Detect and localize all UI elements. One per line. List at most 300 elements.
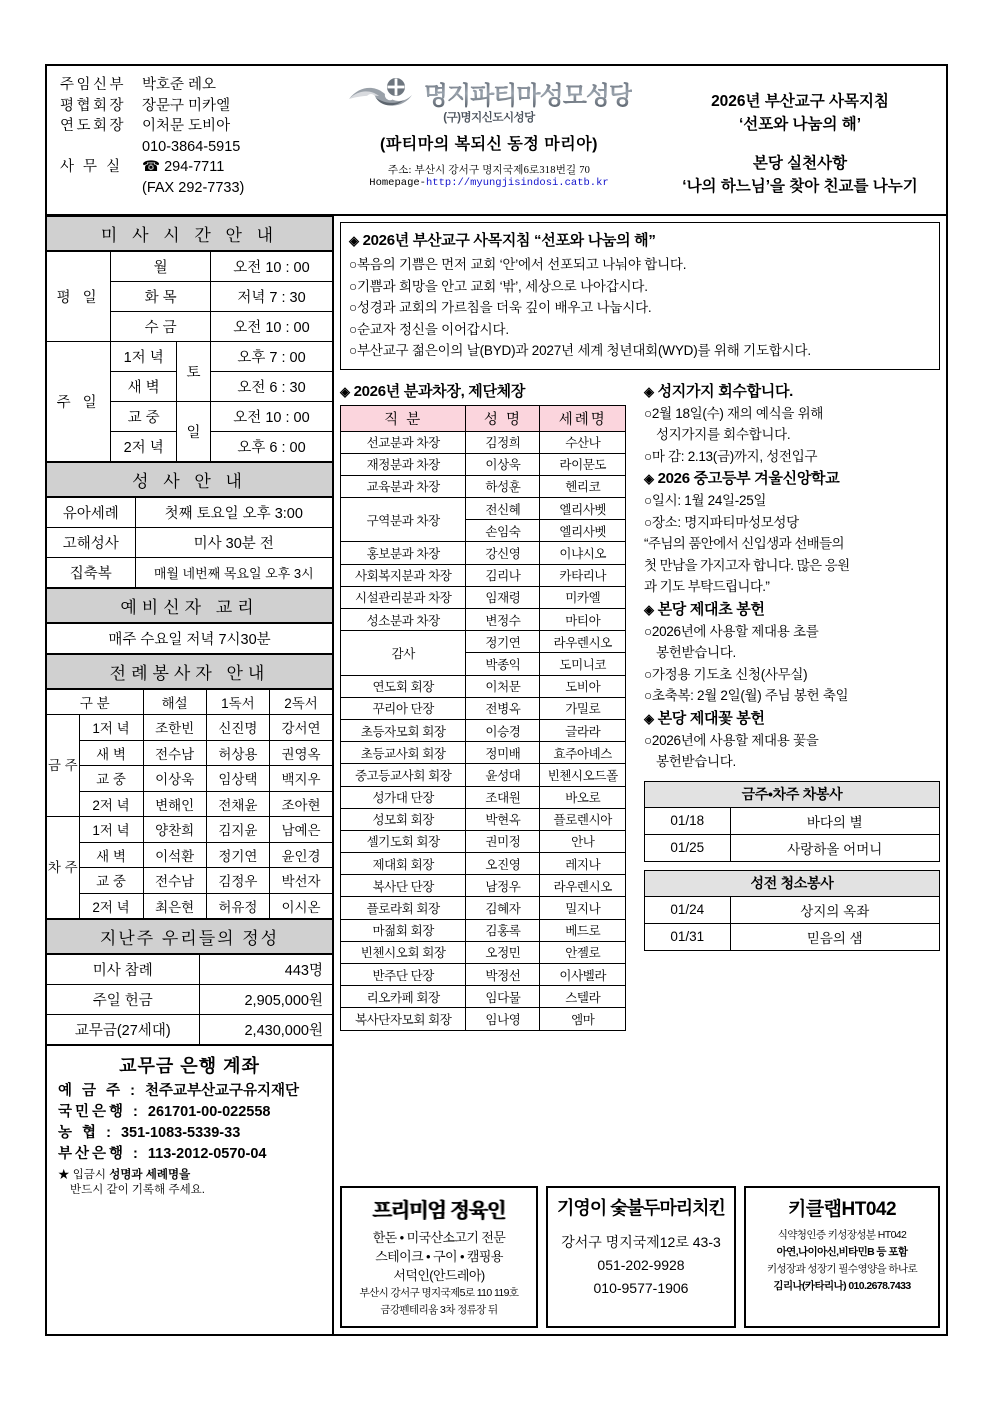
baptismal-name: 엠마	[540, 1008, 626, 1030]
ad-address-line: 금강펜테리움 3차 정류장 뒤	[380, 1304, 498, 1316]
name: 권미정	[466, 830, 540, 852]
offering-name: 미사 참례	[47, 955, 199, 985]
table-row	[645, 834, 940, 861]
service-group: 사랑하올 어머니	[730, 834, 939, 861]
committee-title	[340, 380, 626, 401]
name: 박현옥	[466, 808, 540, 830]
name: 윤성대	[466, 764, 540, 786]
sacraments-table	[47, 497, 332, 588]
table-header-row	[645, 870, 940, 896]
announcement-item	[644, 446, 940, 468]
slot: 2저 녁	[79, 893, 143, 919]
baptismal-name: 이사벨라	[540, 964, 626, 986]
circle-bullet-icon: ○	[644, 666, 652, 682]
contact-label: 연도회장	[60, 118, 127, 134]
circle-bullet-icon: ○	[644, 514, 652, 530]
diocese-guideline-title: 2026년 부산교구 사목지침	[711, 93, 889, 110]
mass-time: 오전 6 : 30	[210, 372, 332, 402]
service-group: 믿음의 샘	[730, 923, 939, 950]
lower-right-columns	[340, 380, 940, 1178]
ad-line: 스테이크 • 구이 • 캠핑용	[375, 1249, 503, 1264]
table-row	[47, 558, 332, 588]
table-row	[341, 609, 626, 631]
announcement-item	[644, 642, 940, 664]
mass-time: 오전 10 : 00	[210, 252, 332, 282]
announcement-item-text: 2026년에 사용할 제대용 꽃을	[651, 732, 819, 748]
column-header: 직 분	[341, 405, 466, 431]
table-row	[47, 893, 332, 919]
post: 복사단 단장	[341, 875, 466, 897]
table-row	[341, 453, 626, 475]
cleaning-service-title: 성전 청소봉사	[645, 870, 940, 896]
column-header: 구 분	[47, 690, 143, 715]
slot: 교 중	[79, 766, 143, 792]
table-row	[341, 542, 626, 564]
column-header: 해설	[143, 690, 206, 715]
mass-day: 수 금	[111, 312, 211, 342]
post: 셀기도회 회장	[341, 830, 466, 852]
table-row	[47, 715, 332, 741]
mass-schedule-title: 미 사 시 간 안 내	[47, 216, 332, 251]
announcement-heading	[644, 707, 940, 728]
ad-growth-supplement[interactable]	[744, 1186, 940, 1328]
reading2: 윤인경	[270, 842, 333, 868]
circle-bullet-icon: ○	[644, 448, 652, 464]
account-row	[47, 1102, 332, 1123]
column-header: 2독서	[270, 690, 333, 715]
announcement-item	[644, 621, 940, 643]
table-row	[47, 1015, 332, 1045]
account-holder-row	[47, 1081, 332, 1102]
narrator: 최은현	[143, 893, 206, 919]
table-row	[341, 875, 626, 897]
sacrament-name: 집축복	[47, 558, 135, 588]
diamond-icon: ◈	[340, 383, 350, 399]
service-date: 01/25	[645, 834, 731, 861]
mass-time: 오후 7 : 00	[210, 342, 332, 372]
announcement-item-text: 성지가지를 회수합니다.	[656, 427, 791, 442]
circle-bullet-icon: ○	[349, 278, 357, 294]
table-row	[47, 817, 332, 843]
name: 김리나	[466, 564, 540, 586]
guideline-item	[349, 276, 931, 298]
reading2: 강서연	[270, 715, 333, 741]
name: 임다물	[466, 986, 540, 1008]
baptismal-name: 안젤로	[540, 941, 626, 963]
parish-practice-title: 본당 실천사항	[752, 155, 848, 172]
name: 남정우	[466, 875, 540, 897]
church-address: 주소: 부산시 강서구 명지국제6로318번길 70	[387, 165, 591, 176]
announcement-item-text: 초축복: 2월 2일(월) 주님 봉헌 축일	[651, 688, 849, 703]
saturday-label: 토	[177, 342, 211, 402]
baptismal-name: 마티아	[540, 609, 626, 631]
table-row	[47, 842, 332, 868]
account-number: 351-1083-5339-33	[120, 1125, 241, 1141]
post: 시설관리분과 차장	[341, 586, 466, 608]
baptismal-name: 헨리코	[540, 475, 626, 497]
guideline-item	[349, 319, 931, 341]
advertisements	[340, 1186, 940, 1334]
ad-butcher-shop[interactable]	[340, 1186, 538, 1328]
announcement-item	[644, 664, 940, 686]
bulletin-frame	[45, 64, 948, 1336]
reading1: 전채윤	[206, 791, 269, 817]
right-area	[334, 214, 946, 1334]
slot: 2저 녁	[79, 791, 143, 817]
name: 이상욱	[466, 453, 540, 475]
name: 김정희	[466, 431, 540, 453]
ad-line: 식약청인증 키성장성분 HT042	[777, 1229, 907, 1241]
table-row	[645, 923, 940, 950]
announcement-item-text: 가정용 기도초 신청(사무실)	[651, 666, 808, 682]
ad-phone: 051-202-9928	[597, 1257, 685, 1273]
table-row	[341, 498, 626, 520]
mass-time: 오전 10 : 00	[210, 312, 332, 342]
circle-bullet-icon: ○	[644, 732, 652, 748]
announcement-altar-candle	[644, 598, 940, 707]
reading1: 허상용	[206, 740, 269, 766]
table-row	[341, 853, 626, 875]
account-number: 261701-00-022558	[147, 1104, 271, 1120]
cleaning-service-table	[644, 870, 940, 951]
account-holder-value: 천주교부산교구유지재단	[144, 1083, 300, 1099]
name: 박종익	[466, 653, 540, 675]
account-number: 113-2012-0570-04	[147, 1146, 267, 1162]
bank-name: 국민은행 :	[58, 1104, 148, 1120]
circle-bullet-icon: ○	[349, 343, 357, 358]
mass-day: 화 목	[111, 282, 211, 312]
post: 초등교사회 회장	[341, 742, 466, 764]
diamond-icon: ◈	[644, 383, 654, 399]
church-former-name: (구)명지신도시성당	[443, 112, 535, 124]
table-row	[341, 964, 626, 986]
narrator: 양찬희	[143, 817, 206, 843]
narrator: 이상욱	[143, 766, 206, 792]
mass-slot: 2저 녁	[111, 432, 177, 462]
liturgy-volunteers-table	[47, 689, 332, 919]
baptismal-name: 가밀로	[540, 697, 626, 719]
sacrament-name: 유아세례	[47, 498, 135, 528]
post: 리오카페 회장	[341, 986, 466, 1008]
name: 임나영	[466, 1008, 540, 1030]
ad-line: 한돈 • 미국산소고기 전문	[372, 1230, 506, 1245]
announcement-palm-branch	[644, 380, 940, 468]
ad-contact: 김리나(카타리나) 010.2678.7433	[773, 1280, 911, 1292]
catechumen-table	[47, 623, 332, 654]
column-header: 1독서	[206, 690, 269, 715]
service-group: 상지의 옥좌	[730, 896, 939, 923]
fax-number: (FAX 292-7733)	[142, 179, 245, 196]
bank-name: 부산은행 :	[58, 1146, 148, 1162]
service-date: 01/18	[645, 807, 731, 834]
table-row	[47, 342, 332, 372]
offering-name: 주일 헌금	[47, 985, 199, 1015]
diamond-icon: ◈	[644, 601, 654, 617]
circle-bullet-icon: ○	[644, 493, 652, 508]
account-holder-label: 예 금 주 :	[58, 1083, 145, 1099]
mass-slot: 1저 녁	[111, 342, 177, 372]
guideline-item-text: 순교자 정신을 이어갑시다.	[356, 321, 509, 337]
table-row	[341, 786, 626, 808]
contact-value: 장문구 미카엘	[142, 97, 231, 114]
post: 중고등교사회 회장	[341, 764, 466, 786]
bank-name: 농 협 :	[58, 1125, 121, 1141]
table-header-row	[645, 781, 940, 807]
reading2: 조아현	[270, 791, 333, 817]
mass-schedule-table	[47, 251, 332, 462]
slot: 새 벽	[79, 740, 143, 766]
account-row	[47, 1123, 332, 1144]
table-row	[47, 766, 332, 792]
spacer	[654, 136, 946, 152]
liturgy-volunteers-title: 전례봉사자 안내	[47, 654, 332, 689]
post: 마젊회 회장	[341, 919, 466, 941]
ad-line: 서덕인(안드레아)	[393, 1268, 485, 1283]
mass-time: 오후 6 : 00	[210, 432, 332, 462]
offering-name: 교무금(27세대)	[47, 1015, 199, 1045]
committee-column	[340, 380, 626, 1178]
reading1: 허유정	[206, 893, 269, 919]
announcements-column	[638, 380, 940, 1178]
baptismal-name: 엘리사벳	[540, 520, 626, 542]
office-row	[60, 157, 324, 178]
announcement-item-text: 봉헌받습니다.	[656, 754, 736, 769]
table-row	[341, 675, 626, 697]
church-logo-icon	[346, 77, 418, 111]
mass-day: 월	[111, 252, 211, 282]
announcement-altar-flower	[644, 707, 940, 773]
baptismal-name: 카타리나	[540, 564, 626, 586]
slot: 1저 녁	[79, 817, 143, 843]
diocese-motto	[654, 66, 946, 214]
name: 오진영	[466, 853, 540, 875]
post: 반주단 단장	[341, 964, 466, 986]
column-header: 성 명	[466, 405, 540, 431]
name: 정기연	[466, 631, 540, 653]
table-row	[47, 955, 332, 985]
offering-value: 2,430,000원	[199, 1015, 332, 1045]
narrator: 이석환	[143, 842, 206, 868]
baptismal-name: 바오로	[540, 786, 626, 808]
announcement-item	[644, 424, 940, 446]
announcement-heading	[644, 467, 940, 488]
narrator: 전수남	[143, 740, 206, 766]
post: 복사단자모회 회장	[341, 1008, 466, 1030]
reading1: 임상택	[206, 766, 269, 792]
contact-row	[60, 96, 324, 117]
deposit-note-prefix: ★ 입금시	[58, 1169, 110, 1181]
this-week-text: 금 주	[47, 758, 78, 773]
circle-bullet-icon: ○	[349, 321, 357, 337]
baptismal-name: 베드로	[540, 919, 626, 941]
announcement-item-text: 장소: 명지파티마성모성당	[651, 514, 799, 530]
contact-value: 박호준 레오	[142, 77, 217, 93]
post: 빈첸시오회 회장	[341, 941, 466, 963]
name: 박정선	[466, 964, 540, 986]
table-row	[341, 1008, 626, 1030]
church-patron-name: (파티마의 복되신 동정 마리아)	[380, 136, 598, 153]
guideline-item	[349, 297, 931, 319]
name: 이승경	[466, 719, 540, 741]
contact-value: 이처문 도비아	[142, 118, 231, 134]
mass-time: 오전 10 : 00	[210, 402, 332, 432]
sunday-day-label: 일	[177, 402, 211, 462]
baptismal-name: 글라라	[540, 719, 626, 741]
name: 정미배	[466, 742, 540, 764]
contact-row	[60, 75, 324, 96]
post: 재정분과 차장	[341, 453, 466, 475]
table-row	[47, 791, 332, 817]
ad-address-line: 강서구 명지국제12로 43-3	[561, 1234, 721, 1250]
post: 초등자모회 회장	[341, 719, 466, 741]
announcement-item-text: 마 감: 2.13(금)까지, 성전입구	[651, 448, 818, 464]
service-date: 01/24	[645, 896, 731, 923]
baptismal-name: 미카엘	[540, 586, 626, 608]
slot: 교 중	[79, 868, 143, 894]
guideline-heading-text: 2026년 부산교구 사목지침 “선포와 나눔의 해”	[362, 232, 656, 249]
table-row	[645, 807, 940, 834]
table-row	[47, 985, 332, 1015]
tea-service-title: 금주•차주 차봉사	[645, 781, 940, 807]
bulletin-header	[47, 66, 946, 214]
announcement-quote-line: “주님의 품안에서 신입생과 선배들의	[644, 536, 844, 551]
name: 변정수	[466, 609, 540, 631]
table-header-row	[341, 405, 626, 431]
ad-address-line: 부산시 강서구 명지국제5로 110 119호	[359, 1287, 519, 1299]
announcement-heading	[644, 598, 940, 619]
announcement-heading-text: 본당 제대초 봉헌	[657, 600, 765, 618]
ad-line: 아연,나이아신,비타민B 등 포함	[776, 1246, 908, 1258]
announcement-item	[644, 730, 940, 752]
account-row	[47, 1144, 332, 1165]
bulletin-body	[47, 214, 946, 1334]
baptismal-name: 밀지나	[540, 897, 626, 919]
reading1: 정기연	[206, 842, 269, 868]
table-row	[341, 764, 626, 786]
post: 성가대 단장	[341, 786, 466, 808]
offering-title: 지난주 우리들의 정성	[47, 919, 332, 954]
table-row	[341, 742, 626, 764]
diamond-icon: ◈	[644, 710, 654, 726]
announcement-item	[644, 751, 940, 773]
ad-title: 기영이 숯불두마리치킨	[557, 1198, 725, 1218]
catechumen-value: 매주 수요일 저녁 7시30분	[47, 624, 332, 654]
post: 성모회 회장	[341, 808, 466, 830]
table-row	[341, 631, 626, 653]
baptismal-name: 스텔라	[540, 986, 626, 1008]
announcement-quote-line: 과 기도 부탁드립니다.”	[644, 579, 770, 594]
contact-label: 주임신부	[60, 77, 127, 93]
post: 제대회 회장	[341, 853, 466, 875]
circle-bullet-icon: ○	[644, 405, 652, 421]
table-row	[47, 868, 332, 894]
reading2: 권영옥	[270, 740, 333, 766]
narrator: 조한빈	[143, 715, 206, 741]
left-column	[47, 214, 334, 1334]
deposit-note-line2: 반드시 같이 기록해 주세요.	[70, 1184, 205, 1196]
next-week-label	[47, 817, 79, 919]
announcement-item-text: 봉헌받습니다.	[656, 645, 736, 660]
announcement-heading-text: 성지가지 회수합니다.	[657, 382, 794, 400]
sacrament-value: 미사 30분 전	[135, 528, 332, 558]
announcement-winter-faith-school	[644, 467, 940, 598]
mass-slot: 교 중	[111, 402, 177, 432]
post: 연도회 회장	[341, 675, 466, 697]
table-row	[47, 498, 332, 528]
name: 임재령	[466, 586, 540, 608]
homepage-link[interactable]: http://myungjisindosi.catb.kr	[425, 177, 609, 189]
church-identity	[324, 66, 654, 214]
guideline-item-text: 부산교구 젊은이의 날(BYD)과 2027년 세계 청년대회(WYD)를 위해 기도합시다.	[356, 343, 811, 358]
baptismal-name: 라우렌시오	[540, 875, 626, 897]
reading2: 박선자	[270, 868, 333, 894]
offering-value: 2,905,000원	[199, 985, 332, 1015]
reading2: 남예은	[270, 817, 333, 843]
deposit-note-bold: 성명과 세례명을	[109, 1169, 191, 1181]
ad-chicken-restaurant[interactable]	[546, 1186, 736, 1328]
contact-label: 평협회장	[60, 97, 127, 114]
bank-section-title: 교무금 은행 계좌	[119, 1056, 260, 1076]
table-row	[341, 897, 626, 919]
name: 하성훈	[466, 475, 540, 497]
announcement-item-text: 2월 18일(수) 재의 예식을 위해	[651, 405, 824, 421]
baptismal-name: 이냐시오	[540, 542, 626, 564]
table-row	[47, 252, 332, 282]
circle-bullet-icon: ○	[644, 623, 652, 639]
column-header: 세례명	[540, 405, 626, 431]
table-row	[47, 528, 332, 558]
table-row	[341, 564, 626, 586]
ad-phone: 010-9577-1906	[593, 1280, 689, 1296]
table-row	[341, 697, 626, 719]
baptismal-name: 라이문도	[540, 453, 626, 475]
name: 이처문	[466, 675, 540, 697]
baptismal-name: 안나	[540, 830, 626, 852]
deposit-note	[47, 1168, 332, 1198]
circle-bullet-icon: ○	[644, 688, 652, 703]
narrator: 전수남	[143, 868, 206, 894]
church-name: 명지파티마성모성당	[424, 76, 632, 112]
baptismal-name: 수산나	[540, 431, 626, 453]
service-date: 01/31	[645, 923, 731, 950]
post: 감사	[341, 631, 466, 675]
church-homepage[interactable]	[324, 177, 654, 189]
name: 오정민	[466, 941, 540, 963]
tea-service-table	[644, 781, 940, 862]
baptismal-name: 라우렌시오	[540, 631, 626, 653]
name: 강신영	[466, 542, 540, 564]
offering-value: 443명	[199, 955, 332, 985]
office-phone: ☎ 294-7711	[142, 159, 225, 175]
name: 손임숙	[466, 520, 540, 542]
announcement-item	[644, 685, 940, 707]
post: 홍보분과 차장	[341, 542, 466, 564]
weekday-label: 평 일	[47, 252, 111, 342]
post: 꾸리아 단장	[341, 697, 466, 719]
slot: 새 벽	[79, 842, 143, 868]
reading1: 김정우	[206, 868, 269, 894]
post: 사회복지분과 차장	[341, 564, 466, 586]
table-header-row	[47, 690, 332, 715]
announcement-heading	[644, 380, 940, 401]
parish-contacts	[47, 66, 324, 214]
ad-title: 키클랩HT042	[787, 1199, 897, 1220]
table-row	[47, 624, 332, 654]
reading1: 김지윤	[206, 817, 269, 843]
table-row	[341, 431, 626, 453]
announcement-quote-line: 첫 만남을 가지고자 합니다. 많은 응원	[644, 557, 850, 573]
post: 구역분과 차장	[341, 498, 466, 542]
